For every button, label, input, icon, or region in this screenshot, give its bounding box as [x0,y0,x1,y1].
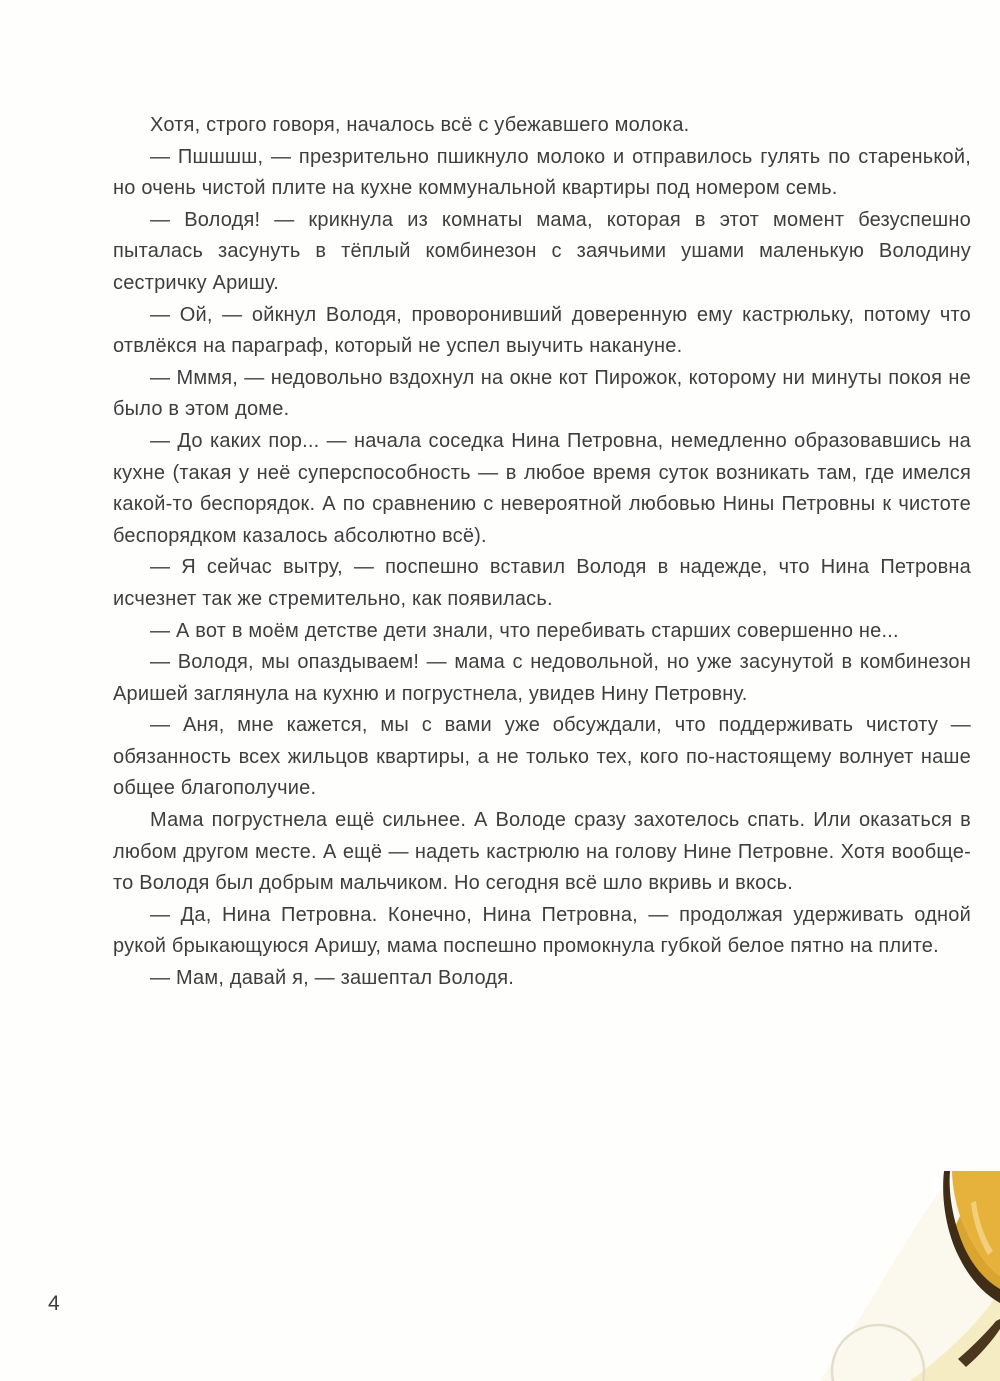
paragraph: — До каких пор... — начала соседка Нина Петровна, немедленно образовавшись на кухне (такая у неё суперспособность — в любое время суток возникать там, где имелся какой-то беспорядок. А по сравнению с невероятной любовью Нины Петровны к чистоте беспорядком казалось абсолютно всё). [113,429,971,547]
paragraph: Хотя, строго говоря, началось всё с убежавшего молока. [150,114,690,136]
paragraph: — Да, Нина Петровна. Конечно, Нина Петровна, — продолжая удерживать одной рукой брыкающуюся Аришу, мама поспешно промокнула губкой белое пятно на плите. [113,903,971,958]
paragraph: — А вот в моём детстве дети знали, что перебивать старших совершенно не... [150,619,899,642]
paragraph: — Мам, давай я, — зашептал Володя. [150,967,515,990]
paragraph: Мама погрустнела ещё сильнее. А Володе сразу захотелось спать. Или оказаться в любом другом месте. А ещё — надеть кастрюлю на голову Нине Петровне. Хотя вообще-то Володя был добрым мальчиком. Но сегодня всё шло вкривь и вкось. [113,809,971,895]
paragraph: — Ой, — ойкнул Володя, проворонивший доверенную ему кастрюльку, потому что отвлёкся на параграф, который не успел выучить накануне. [113,303,971,358]
paragraph: — Я сейчас вытру, — поспешно вставил Володя в надежде, что Нина Петровна исчезнет так же стремительно, как появилась. [113,556,971,610]
paragraph: — Володя, мы опаздываем! — мама с недовольной, но уже засунутой в комбинезон Аришей заглянула на кухню и погрустнела, увидев Нину Петровну. [113,651,971,705]
paragraph: — Володя! — крикнула из комнаты мама, которая в этот момент безуспешно пыталась засунуть в тёплый комбинезон с заячьими ушами маленькую Володину сестричку Аришу. [113,208,971,294]
paragraph: — Пшшшш, — презрительно пшикнуло молоко и отправилось гулять по старенькой, но очень чистой плите на кухне коммунальной квартиры под номером семь. [113,145,971,200]
paragraph: — Аня, мне кажется, мы с вами уже обсуждали, что поддерживать чистоту — обязанность всех жильцов квартиры, а не только тех, кого по-настоящему волнует наше общее благополучие. [113,714,971,800]
text-column [113,110,971,995]
page-number: 4 [48,1292,60,1315]
paragraph: — Мммя, — недовольно вздохнул на окне кот Пирожок, которому ни минуты покоя не было в этом доме. [113,366,971,421]
corner-illustration [800,1171,1000,1381]
